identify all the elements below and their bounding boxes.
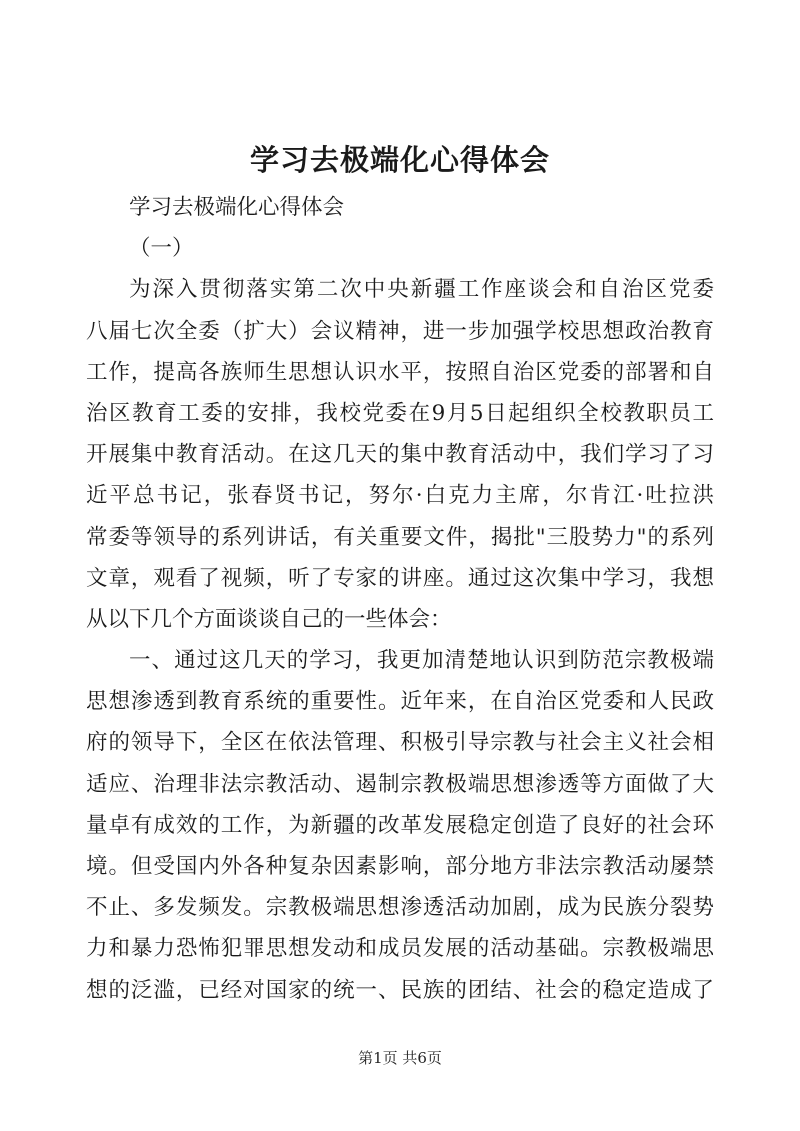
paragraph-line: 从以下几个方面谈谈自己的一些体会：	[86, 606, 452, 632]
page-number-footer: 第1页 共6页	[358, 1049, 442, 1067]
paragraph-line: 一、通过这几天的学习，我更加清楚地认识到防范宗教极端	[129, 648, 714, 674]
paragraph-line: 想的泛滥，已经对国家的统一、民族的团结、社会的稳定造成了	[86, 977, 714, 1003]
paragraph-line: 工作，提高各族师生思想认识水平，按照自治区党委的部署和自	[86, 359, 714, 385]
document-body	[86, 187, 714, 1011]
paragraph-line: 开展集中教育活动。在这几天的集中教育活动中，我们学习了习	[86, 442, 714, 468]
paragraph-line: 近平总书记，张春贤书记，努尔·白克力主席，尔肯江·吐拉洪	[86, 483, 714, 509]
document-title: 学习去极端化心得体会	[249, 143, 550, 177]
section-marker: （一）	[129, 236, 194, 262]
paragraph-line: 量卓有成效的工作，为新疆的改革发展稳定创造了良好的社会环	[86, 812, 714, 838]
paragraph-line: 不止、多发频发。宗教极端思想渗透活动加剧，成为民族分裂势	[86, 895, 714, 921]
paragraph-line: 思想渗透到教育系统的重要性。近年来，在自治区党委和人民政	[86, 689, 714, 715]
paragraph-line: 适应、治理非法宗教活动、遏制宗教极端思想渗透等方面做了大	[86, 771, 714, 797]
subtitle-line: 学习去极端化心得体会	[129, 195, 345, 220]
paragraph-line: 府的领导下，全区在依法管理、积极引导宗教与社会主义社会相	[86, 730, 714, 756]
paragraph-line: 八届七次全委（扩大）会议精神，进一步加强学校思想政治教育	[86, 318, 714, 344]
paragraph-line: 常委等领导的系列讲话，有关重要文件，揭批"三股势力"的系列	[86, 524, 714, 550]
paragraph-line: 境。但受国内外各种复杂因素影响，部分地方非法宗教活动屡禁	[86, 854, 714, 879]
paragraph-line: 力和暴力恐怖犯罪思想发动和成员发展的活动基础。宗教极端思	[86, 936, 714, 962]
paragraph-line: 为深入贯彻落实第二次中央新疆工作座谈会和自治区党委	[129, 277, 714, 303]
paragraph-line: 治区教育工委的安排，我校党委在9月5日起组织全校教职员工	[86, 400, 714, 426]
paragraph-line: 文章，观看了视频，听了专家的讲座。通过这次集中学习，我想	[86, 565, 714, 591]
